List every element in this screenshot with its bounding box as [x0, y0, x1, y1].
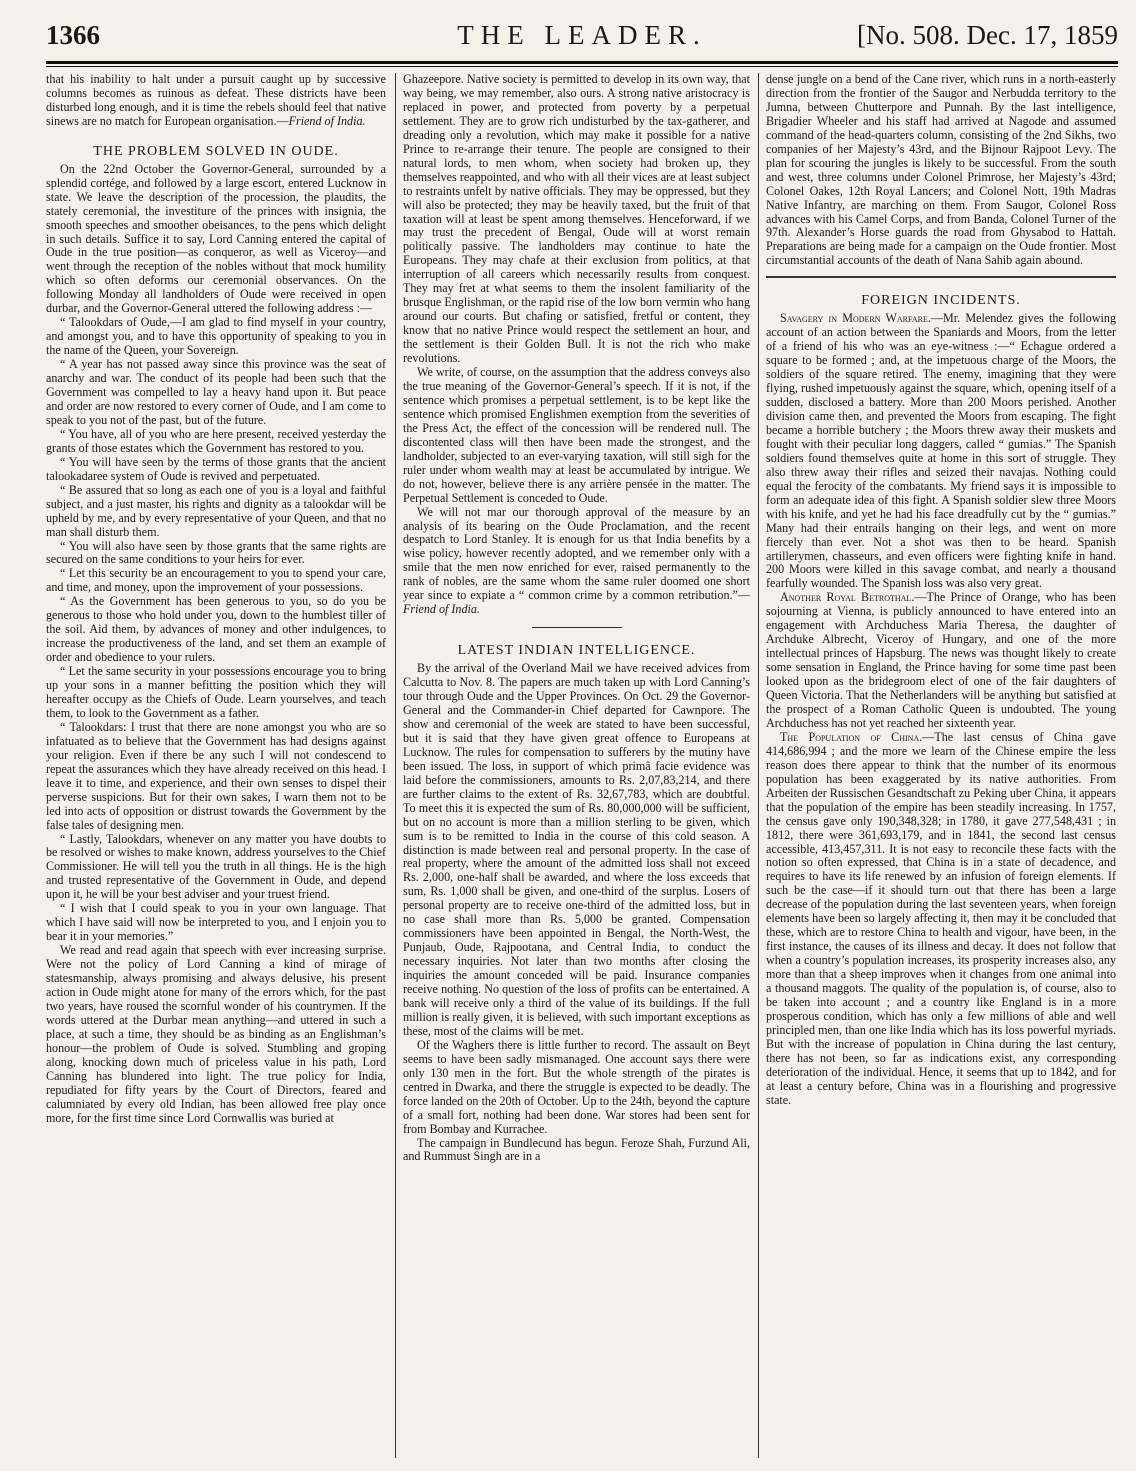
paragraph: “ You will have seen by the terms of those grants that the ancient talookadaree system of Oude is revived and perpetuated.	[46, 454, 386, 483]
masthead	[46, 18, 1118, 58]
column-2	[403, 73, 750, 1458]
paragraph: “ I wish that I could speak to you in your own language. That which I have said will now be interpreted to you, and I enjoin you to bear it in your memories.”	[46, 901, 386, 944]
columns	[46, 73, 1118, 1458]
paragraph: “ Be assured that so long as each one of you is a loyal and faithful subject, and a just master, his rights and dignity as a talookdar will be upheld by me, and by every representative of your Queen, and that no man shall disturb them.	[46, 482, 386, 539]
paragraph: Another Royal Betrothal.—The Prince of Orange, who has been sojourning at Vienna, is publicly announced to have entered into an engagement with Archduchess Maria Theresa, the daughter of Archduke Albrecht, Viceroy of Hungary, and one of the more intellectual princes of Hapsburg. The news was thought likely to create some sensation in England, the Prince having for some time past been looked upon as the bridegroom elect of one of the fair daughters of Queen Victoria. That the Netherlanders will be anything but satisfied at the prospect of a Roman Catholic Queen is undoubted. The young Archduchess has not yet reached her sixteenth year.	[766, 590, 1116, 730]
paragraph: “ Talookdars: I trust that there are none amongst you who are so infatuated as to believe that the Government has had designs against your religion. Even if there be any such I will not condescend to repeat the assurances which they have already received on this head. I leave it to time, and experience, and their own senses to dispel their perverse suspicions. But for their own sakes, I warn them not to be led into acts of opposition or distrust towards the Government by the false tales of designing men.	[46, 719, 386, 832]
paragraph: “ Let this security be an encouragement to you to spend your care, and time, and money, upon the improvement of your possessions.	[46, 566, 386, 595]
column-1	[46, 73, 386, 1458]
issue-and-date: [No. 508. Dec. 17, 1859	[857, 20, 1118, 50]
paragraph: “ Talookdars of Oude,—I am glad to find myself in your country, and amongst you, and to have this opportunity of speaking to you in the name of the Queen, your Sovereign.	[46, 315, 386, 358]
item-title: The Population of China.	[780, 729, 923, 744]
paragraph: The Population of China.—The last census of China gave 414,686,994 ; and the more we learn of the Chinese empire the less reason does there appear to think that the number of its enormous population has been exaggerated by its native authorities. From Arbeiten der Russischen Gesandtschaft zu Peking uber China, it appears that the population of the empire has been steadily increasing. In 1757, the census gave only 190,348,328; in 1780, it gave 277,548,431 ; in 1812, there were 361,693,179, and in 1841, the second last census accessible, 413,457,311. It is not easy to reconcile these facts with the notion so often expressed, that China is in a state of decadence, and requires to have its life renewed by an infusion of foreign elements. If such be the case—if it should turn out that there has been a large decrease of the population during the last seventeen years, when foreign elements have been so largely affecting it, then may it be concluded that these, which are to restore China to health and vigour, have been, in the first instance, the causes of its illness and decay. It does not follow that when a country’s population increases, its prosperity increases also, any more than that a sheep improves when it changes from one animal into a thousand maggots. The quality of the population is, of course, also to be taken into account ; and a country like England is in a more prosperous condition, which has only a few millions of able and well principled men, than one like India which has its loss powerful myriads. But with the increase of population in China during the last century, there has not been, so far as indications exist, any corresponding deterioration of the individual. Hence, it seems that up to 1842, and for at least a century before, China was in a flourishing and progressive state.	[766, 729, 1116, 1107]
paragraph: “ You have, all of you who are here present, received yesterday the grants of those estates which the Government has restored to you.	[46, 426, 386, 455]
paragraph: We will not mar our thorough approval of the measure by an analysis of its bearing on the Oude Proclamation, and the recent despatch to Lord Stanley. It is enough for us that India benefits by a wise policy, however recently adopted, and we remember only with a smile that the men now enriched for ever, raised permanently to the rank of nobles, are the same whom the same ruler doomed one short year since to expiate a “ common crime by a common retribution.”—Friend of India.	[403, 504, 750, 617]
paragraph: On the 22nd October the Governor-General, surrounded by a splendid cortége, and followed by a large escort, entered Lucknow in state. We leave the description of the procession, the plaudits, the stately ceremonial, the investiture of the princes with insignia, the smooth speeches and smoother obeisances, to the pens which delight in such details. Suffice it to say, Lord Canning entered the capital of Oude in the true position—as conqueror, as well as Viceroy—and went through the reception of the nobles without that mock humility which so often deforms our ceremonial observances. On the following Monday all landholders of Oude were received in open durbar, and the Governor-General uttered the following address :—	[46, 161, 386, 316]
paragraph: Of the Waghers there is little further to record. The assault on Beyt seems to have been sadly mismanaged. One account says there were only 130 men in the fort. But the whole strength of the pirates is centred in Dwarka, and there the struggle is expected to be deadly. The force landed on the 20th of October. Up to the 24th, beyond the capture of a small fort, nothing had been done. War stores had been sent for from Bombay and Kurrachee.	[403, 1037, 750, 1136]
article-heading: FOREIGN INCIDENTS.	[861, 293, 1021, 309]
paragraph: dense jungle on a bend of the Cane river, which runs in a north-easterly direction from the frontier of the Saugor and Nerbudda territory to the Jumna, between Chutterpore and Punnah. By the last intelligence, Brigadier Wheeler and his staff had arrived at Nagode and assumed command of the head-quarters column, consisting of the 2nd Sikhs, two companies of her Majesty’s 43rd, and the Bijnour Rajpoot Levy. The plan for scouring the jungles is likely to be successful. From the south and west, three columns under Colonel Primrose, her Majesty’s 43rd; Colonel Oakes, 12th Royal Lancers; and Colonel Nott, 19th Madras Native Infantry, are marching on them. From Saugor, Colonel Ross advances with his Camel Corps, and from Banda, Colonel Turner of the 97th. Alexander’s Horse guards the road from Ghysabod to Hattah. Preparations are being made for a campaign on the Oude frontier. Most circumstantial accounts of the death of Nana Sahib again abound.	[766, 73, 1116, 268]
page-number: 1366	[46, 20, 100, 50]
header-rule-thick	[46, 61, 1118, 64]
section-separator	[532, 627, 622, 628]
article-heading: THE PROBLEM SOLVED IN OUDE.	[93, 143, 339, 159]
item-title: Savagery in Modern Warfare.	[780, 311, 931, 326]
paragraph: “ As the Government has been generous to you, so do you be generous to those who hold under you, down to the humblest tiller of the soil. Aid them, by advances of money and other indulgences, to increase the productiveness of the land, and set them an example of order and obedience to your rulers.	[46, 594, 386, 665]
paragraph: Savagery in Modern Warfare.—Mr. Melendez gives the following account of an action between the Spaniards and Moors, from the letter of a friend of his who was an eye-witness :—“ Echague ordered a square to be formed ; and, at the impetuous charge of the Moors, the soldiers of the square retired. The enemy, imagining that they were flying, rushed impetuously against the square, which, opening itself of a sudden, disclosed a battery. More than 200 Moors perished. Another division came then, and prevented the Moors from escaping. The fight became a horrible butchery ; the Moors threw away their muskets and fought with their peculiar long daggers, called “ gumias.” The Spanish soldiers found themselves quite at home in this sort of struggle. They also threw away their rifles and seized their navajas. Nothing could equal the ferocity of the combatants. My friend says it is impossible to form an adequate idea of this fight. A Spanish soldier slew three Moors with his knife, and yet he had his face dreadfully cut by the “ gumias.” Many had their entrails hanging on their legs, and went on more fiercely than ever. Not a shot was then to be heard. Spanish artillerymen, chasseurs, and even officers were fighting knife in hand. 200 Moors were killed in this savage combat, and nearly a thousand fearfully wounded. The Spanish loss was also very great.	[766, 311, 1116, 591]
paragraph: By the arrival of the Overland Mail we have received advices from Calcutta to Nov. 8. The papers are much taken up with Lord Canning’s tour through Oude and the Upper Provinces. On Oct. 29 the Governor-General and the Commander-in Chief departed for Cawnpore. The show and ceremonial of the week are stated to have been successful, but it is said that they have given great offence to Europeans at Lucknow. The rules for compensation to sufferers by the mutiny have been issued. The loss, in support of which primâ facie evidence was laid before the commissioners, amounts to Rs. 2,07,83,214, and there are further claims to the extent of Rs. 32,67,783, which are doubtful. To meet this it is expected the sum of Rs. 80,000,000 will be sufficient, but on no account is more than a million sterling to be given, which sum is to be remitted to India in the course of this cold season. A distinction is made between real and personal property. In the case of real property, where the amount of the admitted loss shall not exceed Rs. 2,000, one-half shall be awarded, and where the loss exceeds that sum, Rs. 1,000 shall be given, and one-third of the surplus. Losers of personal property are to receive one-third of the admitted loss, but in no case shall more than Rs. 5,000 be granted. Compensation commissioners have been appointed in Bengal, the North-West, the Punjaub, Oude, Rajpootana, and Central India, to conduct the necessary inquiries. Not later than two months after closing the inquiries the amount conceded will be paid. Insurance companies receive nothing. No question of the loss of profits can be entertained. A bank will receive only a third of the value of its buildings. If the full million is really given, it is believed, with such important exceptions as these, most of the claims will be met.	[403, 661, 750, 1038]
header-rule-thin	[46, 66, 1118, 67]
column-divider	[758, 73, 759, 1458]
paragraph: that his inability to halt under a pursuit caught up by successive columns becomes as ruinous as defeat. These districts have been disturbed long enough, and it is time the rebels should feel that native sinews are no match for European organisation.—Friend of India.	[46, 73, 386, 128]
paragraph: “ Lastly, Talookdars, whenever on any matter you have doubts to be resolved or wishes to make known, address yourselves to the Chief Commissioner. He will tell you the truth in all things. He is the high and trusted representative of the Government in Oude, and depend upon it, he will be your best adviser and your truest friend.	[46, 831, 386, 902]
source-credit: Friend of India.	[288, 113, 366, 128]
section-separator	[766, 276, 1116, 278]
paragraph: “ Let the same security in your possessions encourage you to bring up your sons in a manner befitting the position which they will hereafter occupy as the Chiefs of Oude. Learn yourselves, and teach them, to look to the Government as a father.	[46, 664, 386, 720]
column-3	[766, 73, 1116, 1458]
newspaper-title: THE LEADER.	[457, 20, 707, 50]
newspaper-page	[46, 18, 1118, 1458]
column-divider	[395, 73, 396, 1458]
article-heading: LATEST INDIAN INTELLIGENCE.	[457, 643, 696, 659]
paragraph: “ You will also have seen by those grants that the same rights are secured on the same conditions to your heirs for ever.	[46, 538, 386, 567]
paragraph: We read and read again that speech with ever increasing surprise. Were not the policy of Lord Canning a kind of mirage of statesmanship, always promising and always delusive, his present action in Oude might atone for many of the errors which, for the past two years, have roused the scornful wonder of his countrymen. If the words uttered at the Durbar mean anything—and uttered in such a place, at such a time, they should be as binding as an Englishman’s honour—the problem of Oude is solved. Stumbling and groping along, knocking down much of priceless value in his path, Lord Canning has blundered into light. The true policy for India, repudiated for fifty years by the Court of Directors, feared and calumniated by every old Indian, has been allowed free play once more, for the first time since Lord Cornwallis was buried at	[46, 943, 386, 1125]
paragraph: Ghazeepore. Native society is permitted to develop in its own way, that way being, we may remember, also ours. A strong native aristocracy is replaced in power, and protected from poverty by a perpetual settlement. They are to grow rich undisturbed by the tax-gatherer, and dreading only a revolution, which may make it possible for a native Prince to re-arrange their tenure. The people are consigned to their natural lords, to men whom, when society had broken up, they themselves reappointed, and who with all their vices are at least subject to restraints unfelt by native officials. They may be oppressed, but they will also be protected; they may be heavily taxed, but the fruit of that taxation will at least be spent among themselves. Henceforward, if we may trust the precedent of Bengal, Oude will at worst remain politically passive. The landholders may continue to hate the Europeans. They may chafe at their exclusion from politics, at that interruption of all careers which necessarily results from conquest. They may fret at what seems to them the insolent familiarity of the brusque Englishman, or the rapid rise of the low born vermin who hang around our courts. But chafing or satisfied, fretful or content, they know that no native Prince would respect the settlement an hour, and the settlement is their Golden Bull. It is not the rich who make revolutions.	[403, 73, 750, 366]
paragraph: The campaign in Bundlecund has begun. Feroze Shah, Furzund Ali, and Rummust Singh are in a	[403, 1135, 750, 1164]
item-title: Another Royal Betrothal.	[780, 590, 915, 605]
paragraph: We write, of course, on the assumption that the address conveys also the true meaning of the Governor-General’s speech. If it is not, if the sentence which promises a perpetual settlement, is to be kept like the sentence which promised Englishmen exemption from the severities of the Press Act, the effect of the concession will be rendered null. The discontented class will then have been made the strongest, and the landholder, subjected to an ever-varying taxation, will still sigh for the ruler under whom wealth may at least be accumulated by intrigue. We do not, however, believe there is any arrière pensée in the matter. The Perpetual Settlement is conceded to Oude.	[403, 365, 750, 505]
source-credit: Friend of India.	[403, 602, 480, 617]
paragraph: “ A year has not passed away since this province was the seat of anarchy and war. The conduct of its people had been such that the Government was compelled to lay a heavy hand upon it. But peace and order are now restored to every corner of Oude, and I am come to speak to you not of the past, but of the future.	[46, 357, 386, 427]
